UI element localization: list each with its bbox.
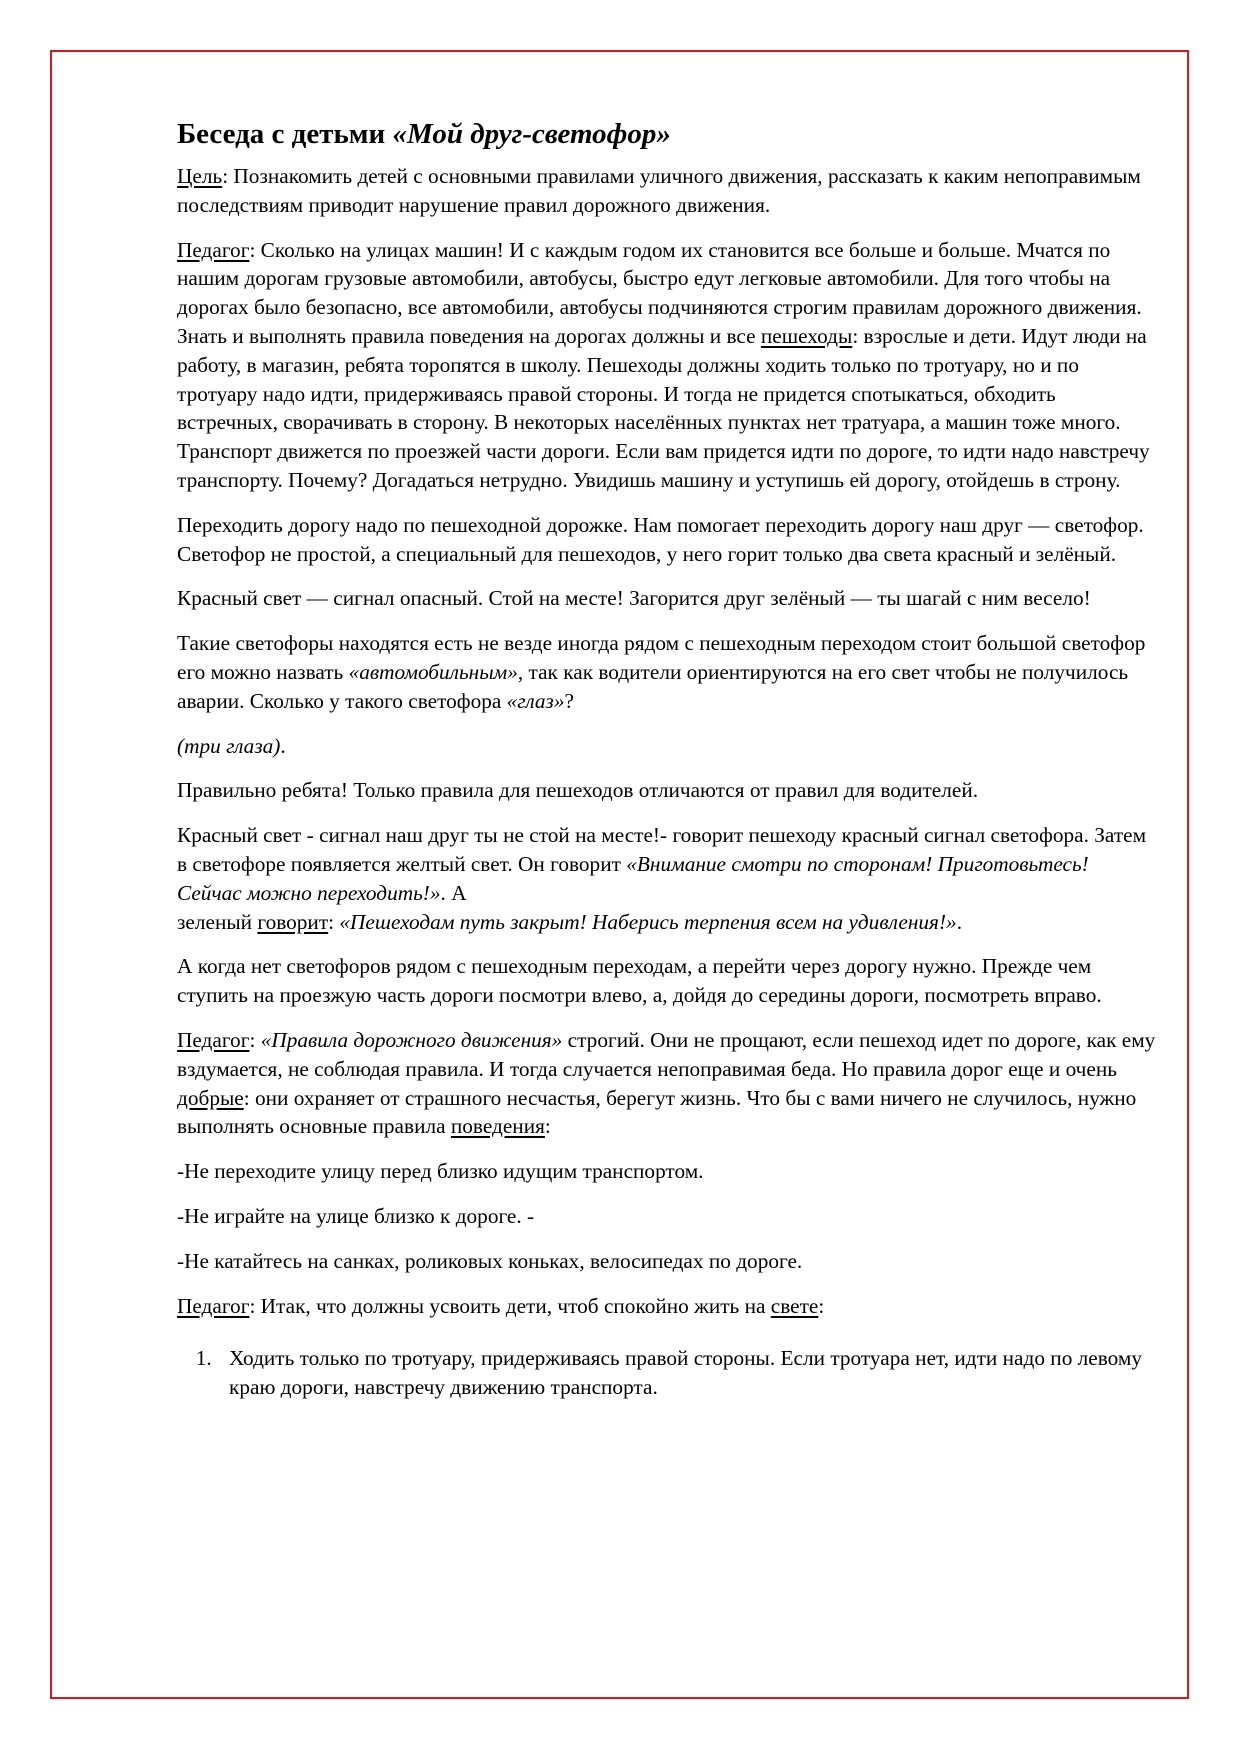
- italic-text: «глаз»: [506, 688, 565, 713]
- text-segment: Беседа с детьми: [177, 118, 393, 150]
- text-segment: :: [818, 1293, 825, 1318]
- text-segment: : Итак, что должны усвоить дети, чтоб спокойно жить на: [249, 1293, 771, 1318]
- underlined-text: пешеходы: [760, 323, 853, 348]
- text-segment: :: [544, 1114, 551, 1139]
- italic-text: «Пешеходам путь закрыт! Наберись терпения всем на удивления!»: [339, 909, 957, 934]
- text-segment: : Сколько на улицах машин! И с каждым годом их становится все больше и больше. Мчатся по нашим дорогам грузовые автомобили, автобусы, быстро едут легковые автомобили. Для того чтобы на дорогах было безопасно, все автомобили, автобусы подчиняются строгим правилам дорожного движения. Знать и выполнять правила поведения на дорогах должны и все: [177, 237, 1142, 348]
- text-segment: А когда нет светофоров рядом с пешеходным переходам, а перейти через дорогу нужно. Прежде чем ступить на проезжую часть дороги посмотри влево, а, дойдя до середины дороги, посмотреть вправо.: [177, 954, 1102, 1008]
- text-segment: . А: [440, 880, 467, 905]
- paragraphs: [177, 162, 1157, 1320]
- italic-text: «автомобильным»: [348, 659, 518, 684]
- paragraph: [177, 162, 1157, 220]
- paragraph: [177, 732, 1157, 761]
- underlined-text: Педагог: [177, 1027, 250, 1052]
- paragraph: [177, 1026, 1157, 1141]
- text-segment: ?: [564, 688, 574, 713]
- paragraph: [177, 236, 1157, 495]
- document-body: [177, 116, 1157, 1402]
- paragraph: [177, 1247, 1157, 1276]
- paragraph: [177, 584, 1157, 613]
- text-segment: : Познакомить детей с основными правилами уличного движения, рассказать к каким непоправимым последствиям приводит нарушение правил дорожного движения.: [177, 164, 1141, 217]
- text-segment: .: [280, 733, 286, 758]
- text-segment: -Не катайтесь на санках, роликовых коньках, велосипедах по дороге.: [177, 1248, 803, 1273]
- document-title: [177, 116, 1157, 152]
- underlined-text: Педагог: [177, 237, 250, 262]
- paragraph: [177, 952, 1157, 1010]
- text-segment: :: [328, 909, 340, 934]
- paragraph: [177, 1202, 1157, 1231]
- text-segment: Правильно ребята! Только правила для пешеходов отличаются от правил для водителей.: [177, 778, 979, 803]
- numbered-list: [177, 1344, 1157, 1402]
- text-segment: :: [249, 1027, 261, 1052]
- paragraph: [177, 821, 1157, 936]
- underlined-text: свете: [770, 1293, 819, 1318]
- text-segment: .: [956, 909, 963, 934]
- text-segment: зеленый: [177, 909, 258, 934]
- underlined-text: Педагог: [177, 1293, 250, 1318]
- text-segment: Красный свет - сигнал наш друг ты не стой на месте!- говорит пешеходу красный сигнал светофора. Затем в светофоре появляется желтый свет. Он говорит: [177, 823, 1147, 876]
- italic-text: «Правила дорожного движения»: [260, 1027, 563, 1052]
- text-segment: : взрослые и дети. Идут люди на работу, в магазин, ребята торопятся в школу. Пешеходы должны ходить только по тротуару, но и по тротуару надо идти, придерживаясь правой стороны. И тогда не придется спотыкаться, обходить встречных, сворачивать в сторону. В некоторых населённых пунктах нет тратуара, а машин тоже много. Транспорт движется по проезжей части дороги. Если вам придется идти по дороге, то идти надо навстречу транспорту. Почему? Догадаться нетрудно. Увидишь машину и уступишь ей дорогу, отойдешь в строну.: [177, 323, 1150, 492]
- text-segment: -Не играйте на улице близко к дороге. -: [177, 1203, 535, 1228]
- paragraph: [177, 1292, 1157, 1321]
- underlined-text: добрые: [177, 1085, 244, 1110]
- paragraph: [177, 1157, 1157, 1186]
- text-segment: строгий. Они не прощают, если пешеход идет по дороге, как ему вздумается, не соблюдая правила. И тогда случается непоправимая беда. Но правила дорог еще и очень: [177, 1027, 1156, 1081]
- paragraph: [177, 511, 1157, 569]
- italic-text: «Внимание смотри по сторонам! Приготовьтесь! Сейчас можно переходить!»: [177, 851, 1089, 905]
- italic-text: (три глаза): [177, 733, 281, 758]
- text-segment: -Не переходите улицу перед близко идущим транспортом.: [177, 1159, 704, 1184]
- underlined-text: говорит: [257, 909, 329, 934]
- italic-text: «Мой друг-светофор»: [392, 118, 671, 150]
- list-item: 1. Ходить только по тротуару, придерживаясь правой стороны. Если тротуара нет, идти надо по левому краю дороги, навстречу движению транспорта.: [217, 1344, 1157, 1402]
- underlined-text: поведения: [450, 1114, 545, 1139]
- text-segment: Красный свет — сигнал опасный. Стой на месте! Загорится друг зелёный — ты шагай с ним весело!: [177, 586, 1091, 611]
- text-segment: Такие светофоры находятся есть не везде иногда рядом с пешеходным переходом стоит большой светофор его можно назвать: [177, 631, 1146, 684]
- paragraph: [177, 776, 1157, 805]
- text-segment: Переходить дорогу надо по пешеходной дорожке. Нам помогает переходить дорогу наш друг — светофор. Светофор не простой, а специальный для пешеходов, у него горит только два света красный и зелёный.: [177, 512, 1144, 566]
- text-segment: , так как водители ориентируются на его свет чтобы не получилось аварии. Сколько у такого светофора: [177, 659, 1129, 713]
- underlined-text: Цель: [177, 164, 223, 188]
- text-segment: : они охраняет от страшного несчастья, берегут жизнь. Что бы с вами ничего не случилось, нужно выполнять основные правила: [177, 1085, 1137, 1139]
- paragraph: [177, 629, 1157, 715]
